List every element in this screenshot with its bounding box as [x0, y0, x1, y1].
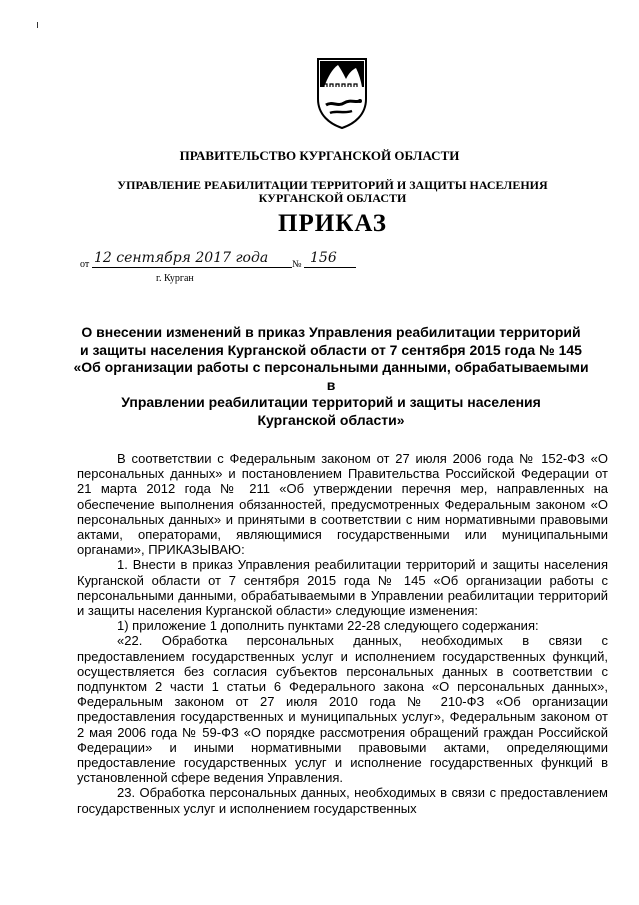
department-name-line1: УПРАВЛЕНИЕ РЕАБИЛИТАЦИИ ТЕРРИТОРИЙ И ЗАЩИТЫ НАСЕЛЕНИЯ [117, 178, 548, 192]
scan-speck [37, 22, 38, 28]
body-paragraph-item-1: 1. Внести в приказ Управления реабилитации территорий и защиты населения Курганской области от 7 сентября 2015 года № 145 «Об организации работы с персональными данными, обрабатываемыми в Управлении реабилитации территорий и защиты населения Курганской области» следующие изменения: [77, 557, 608, 619]
title-line: О внесении изменений в приказ Управления реабилитации территорий [81, 324, 581, 340]
body-paragraph-preamble: В соответствии с Федеральным законом от 27 июля 2006 года № 152-ФЗ «О персональных данных» и постановлением Правительства Российской Федерации от 21 марта 2012 года № 211 «Об утверждении перечня мер, направленных на обеспечение выполнения обязанностей, предусмотренных Федеральным законом «О персональных данных» и принятыми в соответствии с ним нормативными правовыми актами, операторами, являющимися государственными или муниципальными органами», ПРИКАЗЫВАЮ: [77, 451, 608, 558]
order-title [70, 324, 592, 429]
date-underline [92, 267, 292, 268]
order-body [77, 451, 608, 816]
government-name: ПРАВИТЕЛЬСТВО КУРГАНСКОЙ ОБЛАСТИ [179, 148, 460, 163]
title-line: Управлении реабилитации территорий и защиты населения [121, 394, 541, 410]
date-from-label: от [80, 259, 90, 270]
title-line: Курганской области» [257, 411, 405, 428]
body-paragraph-subitem-1: 1) приложение 1 дополнить пунктами 22-28 следующего содержания: [117, 618, 539, 634]
number-underline [304, 267, 356, 268]
title-line: «Об организации работы с персональными данными, обрабатываемыми в [73, 359, 589, 393]
title-line: и защиты населения Курганской области от 7 сентября 2015 года № 145 [80, 341, 582, 358]
handwritten-number: 156 [310, 250, 337, 266]
body-paragraph-clause-23: 23. Обработка персональных данных, необходимых в связи с предоставлением государственных услуг и исполнением государственных [77, 785, 608, 816]
number-label: № [292, 259, 302, 270]
kurgan-coat-of-arms-icon [316, 57, 368, 130]
place-label: г. Курган [156, 273, 194, 284]
handwritten-date: 12 сентября 2017 года [94, 250, 269, 266]
body-paragraph-clause-22: «22. Обработка персональных данных, необходимых в связи с предоставлением государственных услуг и исполнением государственных функций, осуществляется без согласия субъектов персональных данных в соответствии с подпунктом 2 части 1 статьи 6 Федерального закона «О персональных данных», Федеральным законом от 27 июля 2010 года № 210-ФЗ «Об организации предоставления государственных и муниципальных услуг», Федеральным законом от 2 мая 2006 года № 59-ФЗ «О порядке рассмотрения обращений граждан Российской Федерации» и иными нормативными правовыми актами, определяющими предоставление государственных услуг и исполнение государственных функций в установленной сфере ведения Управления. [77, 633, 608, 786]
document-type-heading: ПРИКАЗ [278, 210, 387, 237]
department-name-line2: КУРГАНСКОЙ ОБЛАСТИ [258, 191, 407, 205]
